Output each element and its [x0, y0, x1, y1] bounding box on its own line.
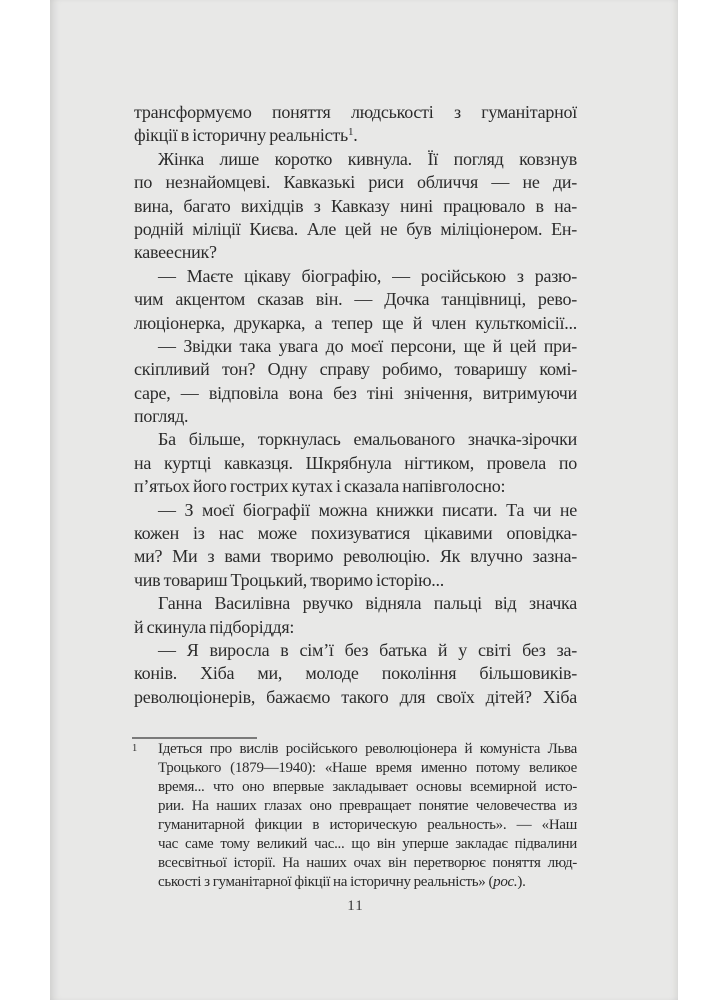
- text-line: [134, 218, 577, 241]
- text-line: [134, 148, 577, 171]
- text-part: — Звідки така увага до моєї персони, ще й цей при-: [158, 335, 577, 356]
- text-part: кожен із нас може похизуватися цікавими оповідка-: [134, 523, 577, 544]
- text-line: [134, 405, 577, 428]
- text-line: [134, 522, 577, 545]
- text-part: — Маєте цікаву біографію, — російською з разю-: [158, 265, 577, 286]
- text-line: [158, 778, 577, 797]
- text-line: [134, 428, 577, 451]
- text-part: кавеесник?: [134, 242, 217, 263]
- text-part: вина, багато вихідців з Кавказу нині працювало в на-: [134, 195, 577, 216]
- text-line: [134, 592, 577, 615]
- text-part: ).: [517, 874, 526, 890]
- body-text: [134, 101, 577, 709]
- text-line: [158, 816, 577, 835]
- text-line: [158, 759, 577, 778]
- text-line: [134, 382, 577, 405]
- footnote-text: [158, 740, 577, 892]
- text-line: [134, 241, 577, 264]
- text-part: конів. Хіба ми, молоде покоління більшовиків-: [134, 663, 577, 684]
- text-part: ськості з гуманітарної фікції на історичну реальність» (: [158, 874, 494, 890]
- text-line: [134, 312, 577, 335]
- text-line: [134, 616, 577, 639]
- paragraph: [134, 265, 577, 335]
- paragraph: [134, 428, 577, 498]
- text-part: Ідеться про вислів російського революціонера й комуніста Льва: [158, 741, 577, 757]
- text-part: Жінка лише коротко кивнула. Її погляд ковзнув: [158, 148, 577, 169]
- text-part: трансформуємо поняття людськості з гуманітарної: [134, 102, 577, 122]
- paragraph: [134, 592, 577, 639]
- text-line: [134, 288, 577, 311]
- text-part: — Я виросла в сім’ї без батька й у світі без за-: [158, 639, 577, 660]
- text-part: чив товариш Троцький, творимо історію...: [134, 569, 445, 590]
- text-part: люціонерка, друкарка, а тепер ще й член культкомісії...: [134, 312, 577, 333]
- text-part: .: [353, 125, 358, 146]
- text-line: [158, 797, 577, 816]
- text-part: рии. На наших глазах оно превращает понятие человечества из: [158, 798, 577, 814]
- text-part: скіпливий тон? Одну справу робимо, товаришу комі-: [134, 359, 577, 380]
- text-part: п’ятьох його гострих кутах і сказала напівголосно:: [134, 476, 506, 497]
- text-part: саре, — відповіла вона без тіні знічення, витримуючи: [134, 382, 577, 403]
- text-part: родній міліції Києва. Але цей не був міліціонером. Ен-: [134, 218, 577, 239]
- paragraph: [134, 101, 577, 148]
- paragraph: [134, 148, 577, 265]
- text-part: ми? Ми з вами творимо революцію. Як влучно зазна-: [134, 546, 577, 567]
- paragraph: [134, 335, 577, 429]
- text-line: [134, 195, 577, 218]
- text-line: [134, 101, 577, 124]
- paragraph: [134, 499, 577, 593]
- text-part: по незнайомцеві. Кавказькі риси обличчя — не ди-: [134, 172, 577, 193]
- page-number: 11: [347, 898, 364, 914]
- text-line: [134, 452, 577, 475]
- text-line: [134, 545, 577, 568]
- text-part: на куртці кавказця. Шкрябнула нігтиком, провела по: [134, 452, 577, 473]
- text-line: [134, 686, 577, 709]
- text-part: Ба більше, торкнулась емальованого значка-зірочки: [158, 429, 577, 450]
- text-line: [134, 124, 577, 147]
- text-line: [134, 171, 577, 194]
- text-line: [158, 873, 577, 892]
- text-part: гуманитарной фикции в историческую реальность». — «Наш: [158, 817, 577, 833]
- book-page: [50, 0, 678, 1000]
- text-line: [158, 854, 577, 873]
- text-part: время... что оно впервые закладывает основы всемирной исто-: [158, 779, 577, 795]
- text-line: [158, 835, 577, 854]
- footnote: [134, 740, 577, 892]
- text-line: [158, 740, 577, 759]
- text-line: [134, 499, 577, 522]
- text-line: [134, 569, 577, 592]
- text-part: й скинула підборіддя:: [134, 616, 295, 637]
- footnote-divider: [132, 737, 257, 739]
- text-line: [134, 639, 577, 662]
- text-part: Троцького (1879—1940): «Наше время именно потому великое: [158, 760, 577, 776]
- text-part: революціонерів, бажаємо такого для своїх дітей? Хіба: [134, 686, 577, 707]
- text-part: час саме тому великий час... що він уперше закладає підвалини: [158, 836, 577, 852]
- text-part: — З моєї біографії можна книжки писати. Та чи не: [158, 499, 577, 520]
- text-line: [134, 265, 577, 288]
- text-part: всесвітньої історії. На наших очах він перетворює поняття люд-: [158, 855, 577, 871]
- text-line: [134, 335, 577, 358]
- paragraph: [134, 639, 577, 709]
- text-part: чим акцентом сказав він. — Дочка танцівниці, рево-: [134, 289, 577, 310]
- text-part: фікції в історичну реальність: [134, 125, 348, 146]
- text-line: [134, 358, 577, 381]
- text-line: [134, 475, 577, 498]
- superscript-footnote-ref: 1: [347, 126, 354, 139]
- footnote-marker: 1: [132, 743, 138, 754]
- text-part: рос.: [493, 874, 518, 890]
- text-part: погляд.: [134, 406, 189, 427]
- text-part: Ганна Василівна рвучко відняла пальці від значка: [158, 593, 577, 614]
- text-line: [134, 662, 577, 685]
